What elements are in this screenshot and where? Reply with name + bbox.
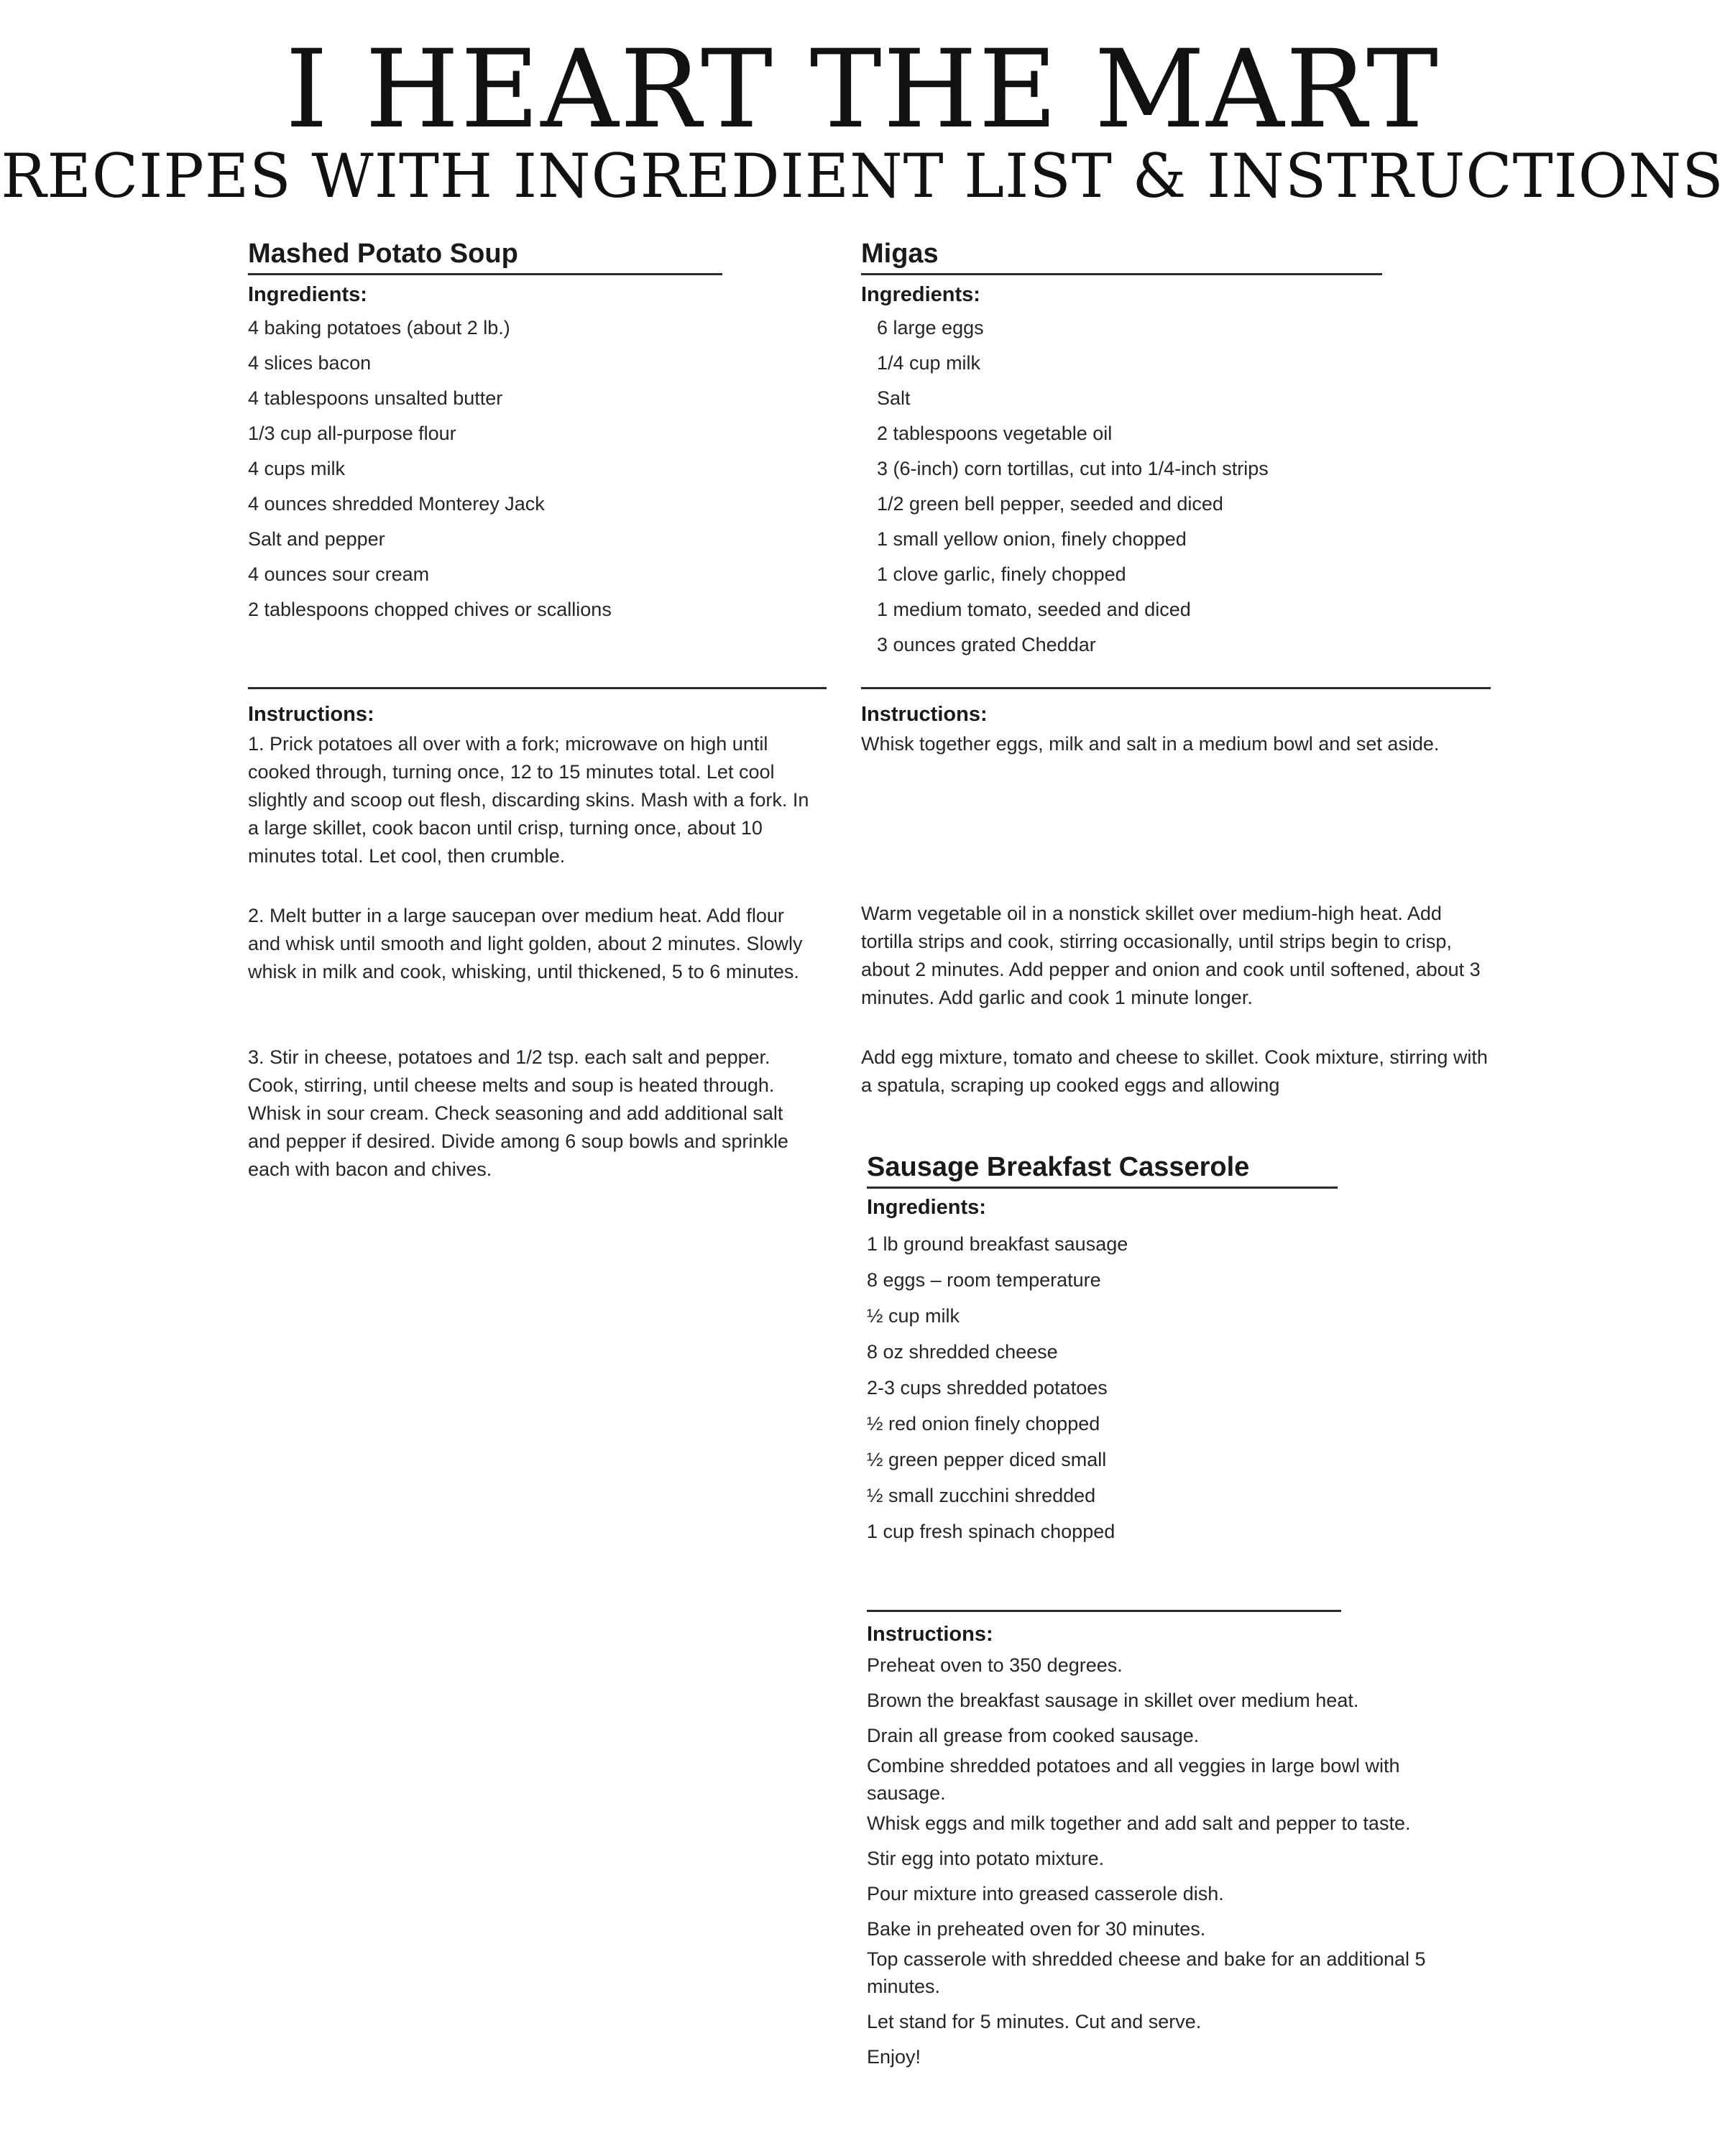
list-item: ½ small zucchini shredded	[867, 1485, 1096, 1506]
recipe-title-migas: Migas	[861, 237, 1382, 275]
instruction-step: Add egg mixture, tomato and cheese to skillet. Cook mixture, stirring with a spatula, scraping up cooked eggs and allowing	[861, 1046, 1488, 1096]
list-item: 2 tablespoons vegetable oil	[877, 423, 1113, 444]
list-item: 1 medium tomato, seeded and diced	[877, 599, 1191, 620]
list-item: Salt and pepper	[248, 528, 385, 550]
instruction-step: Bake in preheated oven for 30 minutes.	[867, 1918, 1206, 1940]
list-item: 8 eggs – room temperature	[867, 1269, 1101, 1291]
divider	[861, 687, 1491, 689]
instruction-step: Brown the breakfast sausage in skillet over medium heat.	[867, 1690, 1359, 1711]
instruction-step: Whisk together eggs, milk and salt in a medium bowl and set aside.	[861, 733, 1440, 755]
instruction-list-sausage-breakfast-casserole	[867, 1651, 1427, 2070]
ingredients-label: Ingredients:	[867, 1196, 986, 1219]
instruction-step: Warm vegetable oil in a nonstick skillet over medium-high heat. Add tortilla strips and cook, stirring occasionally, until strips begin to crisp, about 2 minutes. Add pepper and onion and cook until softened, about 3 minutes. Add garlic and cook 1 minute longer.	[861, 903, 1481, 1008]
ingredient-list-sausage-breakfast-casserole	[867, 1226, 1128, 1549]
instructions-label: Instructions:	[248, 703, 374, 726]
list-item: Salt	[877, 387, 911, 409]
list-item: 1 small yellow onion, finely chopped	[877, 528, 1187, 550]
instruction-step: 2. Melt butter in a large saucepan over medium heat. Add flour and whisk until smooth and light golden, about 2 minutes. Slowly whisk in milk and cook, whisking, until thickened, 5 to 6 minutes.	[248, 905, 803, 982]
list-item: 8 oz shredded cheese	[867, 1341, 1058, 1363]
instruction-step: Whisk eggs and milk together and add salt and pepper to taste.	[867, 1812, 1411, 1834]
instruction-step: Top casserole with shredded cheese and bake for an additional 5 minutes.	[867, 1948, 1426, 1997]
list-item: 6 large eggs	[877, 317, 984, 338]
list-item: 2 tablespoons chopped chives or scallions	[248, 599, 612, 620]
ingredients-label: Ingredients:	[248, 283, 367, 306]
list-item: 4 ounces sour cream	[248, 563, 430, 585]
list-item: 4 slices bacon	[248, 352, 372, 374]
instruction-step-clip	[861, 1044, 1494, 1101]
instruction-step: Stir egg into potato mixture.	[867, 1848, 1105, 1869]
instruction-step: Drain all grease from cooked sausage.	[867, 1725, 1200, 1746]
page-subtitle: RECIPES WITH INGREDIENT LIST & INSTRUCTIONS	[1, 141, 1724, 211]
instruction-step: 1. Prick potatoes all over with a fork; microwave on high until cooked through, turning once, 12 to 15 minutes total. Let cool slightly and scoop out flesh, discarding skins. Mash with a fork. In a large skillet, cook bacon until crisp, turning once, about 10 minutes total. Let cool, then crumble.	[248, 733, 809, 867]
instruction-step: 3. Stir in cheese, potatoes and 1/2 tsp. each salt and pepper. Cook, stirring, until cheese melts and soup is heated through. Whisk in sour cream. Check seasoning and add additional salt and pepper if desired. Divide among 6 soup bowls and sprinkle each with bacon and chives.	[248, 1046, 788, 1180]
list-item: 2-3 cups shredded potatoes	[867, 1377, 1108, 1399]
list-item: 1 lb ground breakfast sausage	[867, 1233, 1128, 1255]
recipe-title-sausage-breakfast-casserole: Sausage Breakfast Casserole	[867, 1151, 1338, 1189]
ingredients-label: Ingredients:	[861, 283, 980, 306]
instructions-label: Instructions:	[861, 703, 988, 726]
list-item: 1 cup fresh spinach chopped	[867, 1521, 1116, 1542]
instructions-label: Instructions:	[867, 1623, 993, 1646]
list-item: 4 baking potatoes (about 2 lb.)	[248, 317, 510, 338]
instruction-step: Preheat oven to 350 degrees.	[867, 1654, 1123, 1676]
list-item: 1 clove garlic, finely chopped	[877, 563, 1126, 585]
list-item: 3 (6-inch) corn tortillas, cut into 1/4-inch strips	[877, 458, 1269, 479]
divider	[248, 687, 827, 689]
divider	[867, 1610, 1341, 1612]
instruction-step: Let stand for 5 minutes. Cut and serve.	[867, 2011, 1202, 2032]
list-item: ½ cup milk	[867, 1305, 960, 1327]
ingredient-list-mashed-potato-soup	[248, 310, 612, 627]
list-item: 1/2 green bell pepper, seeded and diced	[877, 493, 1223, 515]
list-item: 3 ounces grated Cheddar	[877, 634, 1096, 655]
list-item: ½ red onion finely chopped	[867, 1413, 1100, 1434]
list-item: 4 cups milk	[248, 458, 346, 479]
ingredient-list-migas	[877, 310, 1269, 663]
recipe-title-mashed-potato-soup: Mashed Potato Soup	[248, 237, 722, 275]
list-item: ½ green pepper diced small	[867, 1449, 1107, 1470]
instruction-step: Enjoy!	[867, 2046, 921, 2068]
list-item: 1/4 cup milk	[877, 352, 981, 374]
instruction-step: Combine shredded potatoes and all veggies in large bowl with sausage.	[867, 1755, 1400, 1804]
page-title: I HEART THE MART	[285, 27, 1440, 152]
list-item: 4 tablespoons unsalted butter	[248, 387, 503, 409]
instruction-step: Pour mixture into greased casserole dish.	[867, 1883, 1224, 1904]
list-item: 1/3 cup all-purpose flour	[248, 423, 456, 444]
list-item: 4 ounces shredded Monterey Jack	[248, 493, 545, 515]
